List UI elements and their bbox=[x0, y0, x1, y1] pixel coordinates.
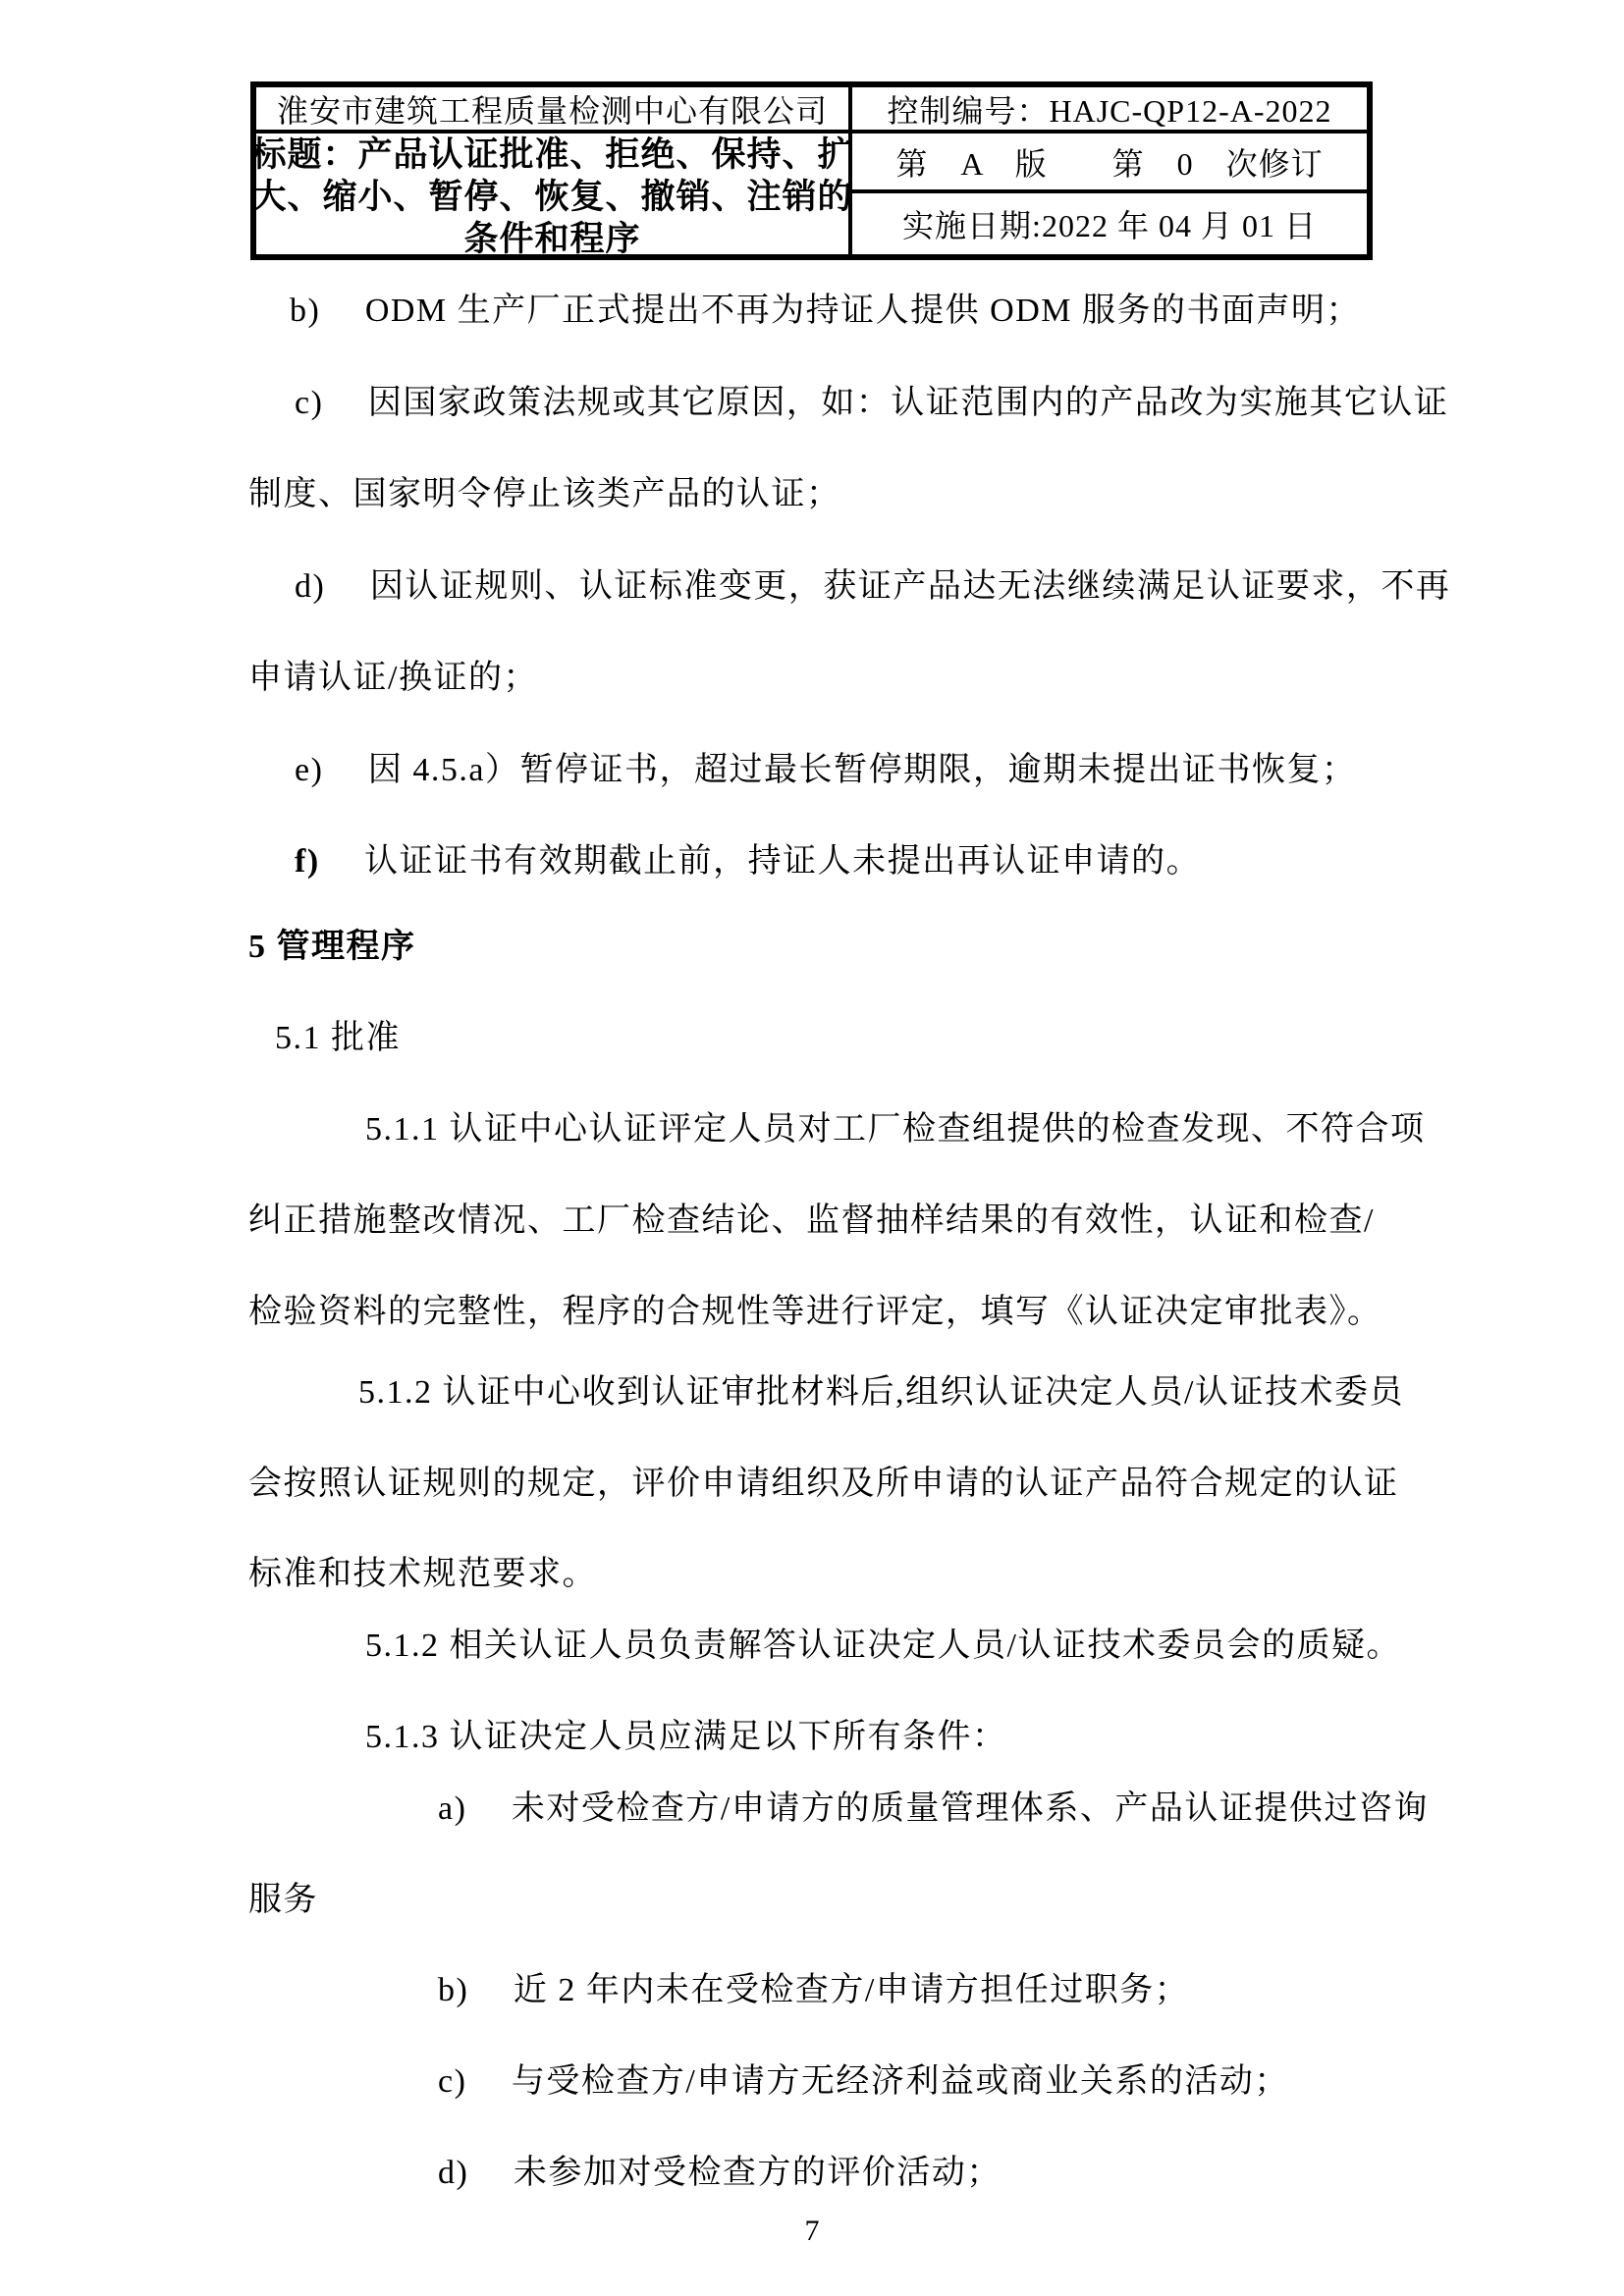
list-item-f-marker: f) bbox=[295, 843, 320, 880]
para-5-1-1-line-2: 纠正措施整改情况、工厂检查结论、监督抽样结果的有效性，认证和检查/ bbox=[248, 1202, 1375, 1239]
company-name: 淮安市建筑工程质量检测中心有限公司 bbox=[256, 87, 848, 133]
list-item-b: b) ODM 生产厂正式提出不再为持证人提供 ODM 服务的书面声明； bbox=[290, 293, 1361, 329]
para-5-1-2-line-1: 5.1.2 认证中心收到认证审批材料后,组织认证决定人员/认证技术委员 bbox=[358, 1374, 1404, 1411]
page-number: 7 bbox=[804, 2215, 820, 2247]
document-title-line-2: 大、缩小、暂停、恢复、撤销、注销的 bbox=[251, 178, 853, 216]
implementation-date: 实施日期:2022 年 04 月 01 日 bbox=[902, 208, 1317, 243]
list-item-d: d) 因认证规则、认证标准变更，获证产品达无法继续满足认证要求，不再 bbox=[295, 568, 1451, 605]
version-revision: 第 A 版 第 0 次修订 bbox=[852, 133, 1367, 193]
para-5-1-2b: 5.1.2 相关认证人员负责解答认证决定人员/认证技术委员会的质疑。 bbox=[365, 1628, 1401, 1664]
para-5-1-2-line-2: 会按照认证规则的规定，评价申请组织及所申请的认证产品符合规定的认证 bbox=[248, 1466, 1399, 1502]
section-heading-5-1: 5.1 批准 bbox=[275, 1020, 401, 1056]
header-table-right-column bbox=[852, 87, 1367, 254]
header-table-left-column bbox=[251, 87, 853, 258]
sublist-item-a-cont: 服务 bbox=[248, 1882, 318, 1918]
sublist-item-a: a) 未对受检查方/申请方的质量管理体系、产品认证提供过咨询 bbox=[438, 1790, 1429, 1827]
para-5-1-3: 5.1.3 认证决定人员应满足以下所有条件： bbox=[365, 1719, 1007, 1755]
list-item-d-cont: 申请认证/换证的； bbox=[248, 660, 538, 696]
para-5-1-1-line-3: 检验资料的完整性，程序的合规性等进行评定，填写《认证决定审批表》。 bbox=[248, 1294, 1382, 1330]
document-title-line-3: 条件和程序 bbox=[463, 220, 641, 258]
document-title-line-1: 标题：产品认证批准、拒绝、保持、扩 bbox=[251, 135, 853, 174]
sublist-item-d: d) 未参加对受检查方的评价活动； bbox=[438, 2155, 1001, 2191]
header-table bbox=[250, 81, 1373, 260]
para-5-1-1-line-1: 5.1.1 认证中心认证评定人员对工厂检查组提供的检查发现、不符合项 bbox=[365, 1111, 1426, 1148]
control-number: 控制编号：HAJC-QP12-A-2022 bbox=[852, 87, 1367, 133]
section-heading-5: 5 管理程序 bbox=[248, 929, 416, 965]
list-item-c: c) 因国家政策法规或其它原因，如：认证范围内的产品改为实施其它认证 bbox=[295, 385, 1449, 421]
document-title bbox=[251, 133, 853, 260]
sublist-item-b: b) 近 2 年内未在受检查方/申请方担任过职务； bbox=[438, 1972, 1190, 2008]
list-item-e: e) 因 4.5.a）暂停证书，超过最长暂停期限，逾期未提出证书恢复； bbox=[295, 752, 1357, 788]
para-5-1-2-line-3: 标准和技术规范要求。 bbox=[248, 1556, 597, 1592]
list-item-c-cont: 制度、国家明令停止该类产品的认证； bbox=[248, 476, 841, 512]
list-item-f bbox=[295, 840, 1201, 883]
list-item-f-text: 认证证书有效期截止前，持证人未提出再认证申请的。 bbox=[319, 843, 1202, 880]
sublist-item-c: c) 与受检查方/申请方无经济利益或商业关系的活动； bbox=[438, 2063, 1289, 2100]
